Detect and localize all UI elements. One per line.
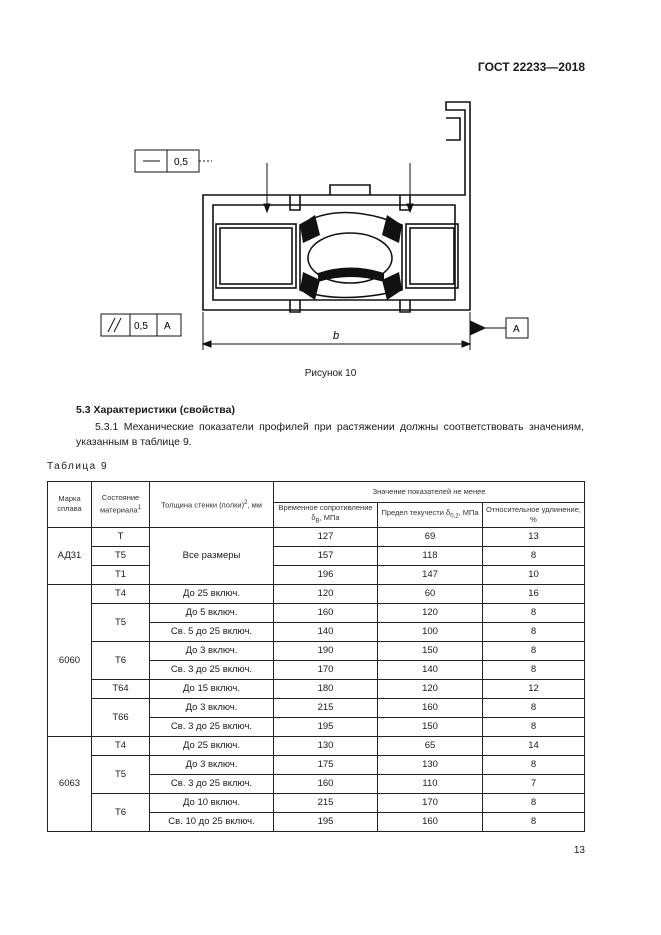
cell-yield: 100 — [378, 622, 483, 641]
cell-tensile: 160 — [274, 603, 378, 622]
cell-tensile: 215 — [274, 698, 378, 717]
callout-bottom-ref: A — [164, 321, 171, 332]
header-thickness: Толщина стенки (полки)$^2$, мм — [150, 482, 274, 528]
cell-thickness: До 3 включ. — [150, 641, 274, 660]
cell-elongation: 10 — [483, 565, 585, 584]
cell-state: Т5 — [92, 546, 150, 565]
cell-thickness: До 15 включ. — [150, 679, 274, 698]
section-paragraph: 5.3.1 Механические показатели профилей при растяжении должны соответствовать значениям, указанным в таблице 9. — [76, 421, 584, 448]
table-row — [48, 679, 585, 698]
table-row — [48, 584, 585, 603]
cell-tensile: 180 — [274, 679, 378, 698]
dimension-label: b — [333, 330, 340, 342]
table-row — [48, 755, 585, 774]
table-row — [48, 736, 585, 755]
cell-elongation: 8 — [483, 546, 585, 565]
cell-thickness: Св. 3 до 25 включ. — [150, 717, 274, 736]
cell-yield: 150 — [378, 641, 483, 660]
cell-thickness: До 3 включ. — [150, 698, 274, 717]
cell-yield: 130 — [378, 755, 483, 774]
cell-yield: 140 — [378, 660, 483, 679]
header-tensile: Временное сопротивление $\delta_В$, МПа — [274, 503, 378, 528]
cell-state: Т64 — [92, 679, 150, 698]
cell-elongation: 8 — [483, 698, 585, 717]
header-yield: Предел текучести $\delta_{0,2}$, МПа — [378, 503, 483, 528]
cell-tensile: 120 — [274, 584, 378, 603]
cell-elongation: 7 — [483, 774, 585, 793]
cell-yield: 150 — [378, 717, 483, 736]
cell-thickness: Св. 10 до 25 включ. — [150, 812, 274, 831]
cell-yield: 170 — [378, 793, 483, 812]
cell-thickness: До 25 включ. — [150, 584, 274, 603]
cell-state: Т5 — [92, 755, 150, 793]
cell-state: Т4 — [92, 736, 150, 755]
cell-yield: 118 — [378, 546, 483, 565]
cell-tensile: 157 — [274, 546, 378, 565]
cell-elongation: 8 — [483, 717, 585, 736]
table-row — [48, 527, 585, 546]
header-state: Состояние материала$^1$ — [92, 482, 150, 528]
cell-tensile: 170 — [274, 660, 378, 679]
cell-tensile: 195 — [274, 717, 378, 736]
cell-tensile: 130 — [274, 736, 378, 755]
properties-table — [47, 481, 585, 832]
profile-drawing — [0, 0, 661, 370]
table-title: Таблица 9 — [47, 461, 109, 472]
cell-tensile: 195 — [274, 812, 378, 831]
cell-tensile: 215 — [274, 793, 378, 812]
callout-top-value: 0,5 — [174, 157, 188, 168]
cell-thickness: Св. 3 до 25 включ. — [150, 660, 274, 679]
standard-designation: ГОСТ 22233—2018 — [477, 60, 585, 74]
cell-elongation: 13 — [483, 527, 585, 546]
datum-label: A — [513, 324, 520, 335]
cell-tensile: 127 — [274, 527, 378, 546]
cell-yield: 120 — [378, 679, 483, 698]
cell-state: Т6 — [92, 793, 150, 831]
cell-tensile: 175 — [274, 755, 378, 774]
cell-yield: 147 — [378, 565, 483, 584]
cell-thickness: Все размеры — [150, 527, 274, 584]
cell-alloy: 6060 — [48, 584, 92, 736]
cell-yield: 60 — [378, 584, 483, 603]
table-row — [48, 641, 585, 660]
cell-alloy: АД31 — [48, 527, 92, 584]
cell-elongation: 8 — [483, 755, 585, 774]
cell-elongation: 8 — [483, 660, 585, 679]
cell-thickness: Св. 5 до 25 включ. — [150, 622, 274, 641]
table-row — [48, 698, 585, 717]
header-elongation: Относительное удлинение, % — [483, 503, 585, 528]
cell-state: Т4 — [92, 584, 150, 603]
cell-yield: 160 — [378, 698, 483, 717]
cell-elongation: 8 — [483, 793, 585, 812]
cell-thickness: Св. 3 до 25 включ. — [150, 774, 274, 793]
cell-yield: 120 — [378, 603, 483, 622]
callout-bottom-value: 0,5 — [134, 321, 148, 332]
table-row — [48, 546, 585, 565]
table-row — [48, 603, 585, 622]
header-values-group: Значение показателей не менее — [274, 482, 585, 503]
cell-state: Т66 — [92, 698, 150, 736]
cell-alloy: 6063 — [48, 736, 92, 831]
cell-yield: 160 — [378, 812, 483, 831]
cell-elongation: 8 — [483, 812, 585, 831]
cell-tensile: 160 — [274, 774, 378, 793]
table-row — [48, 565, 585, 584]
cell-thickness: До 25 включ. — [150, 736, 274, 755]
table-row — [48, 793, 585, 812]
cell-elongation: 14 — [483, 736, 585, 755]
cell-thickness: До 5 включ. — [150, 603, 274, 622]
cell-tensile: 140 — [274, 622, 378, 641]
cell-state: Т6 — [92, 641, 150, 679]
cell-thickness: До 10 включ. — [150, 793, 274, 812]
cell-state: Т5 — [92, 603, 150, 641]
cell-yield: 65 — [378, 736, 483, 755]
cell-yield: 69 — [378, 527, 483, 546]
cell-tensile: 190 — [274, 641, 378, 660]
section-heading: 5.3 Характеристики (свойства) — [76, 404, 235, 416]
cell-elongation: 16 — [483, 584, 585, 603]
cell-thickness: До 3 включ. — [150, 755, 274, 774]
cell-state: Т1 — [92, 565, 150, 584]
cell-elongation: 8 — [483, 622, 585, 641]
cell-elongation: 8 — [483, 603, 585, 622]
cell-yield: 110 — [378, 774, 483, 793]
page-number: 13 — [573, 845, 585, 856]
cell-state: Т — [92, 527, 150, 546]
header-alloy: Марка сплава — [48, 482, 92, 528]
cell-elongation: 12 — [483, 679, 585, 698]
figure-caption: Рисунок 10 — [304, 368, 357, 379]
cell-elongation: 8 — [483, 641, 585, 660]
cell-tensile: 196 — [274, 565, 378, 584]
